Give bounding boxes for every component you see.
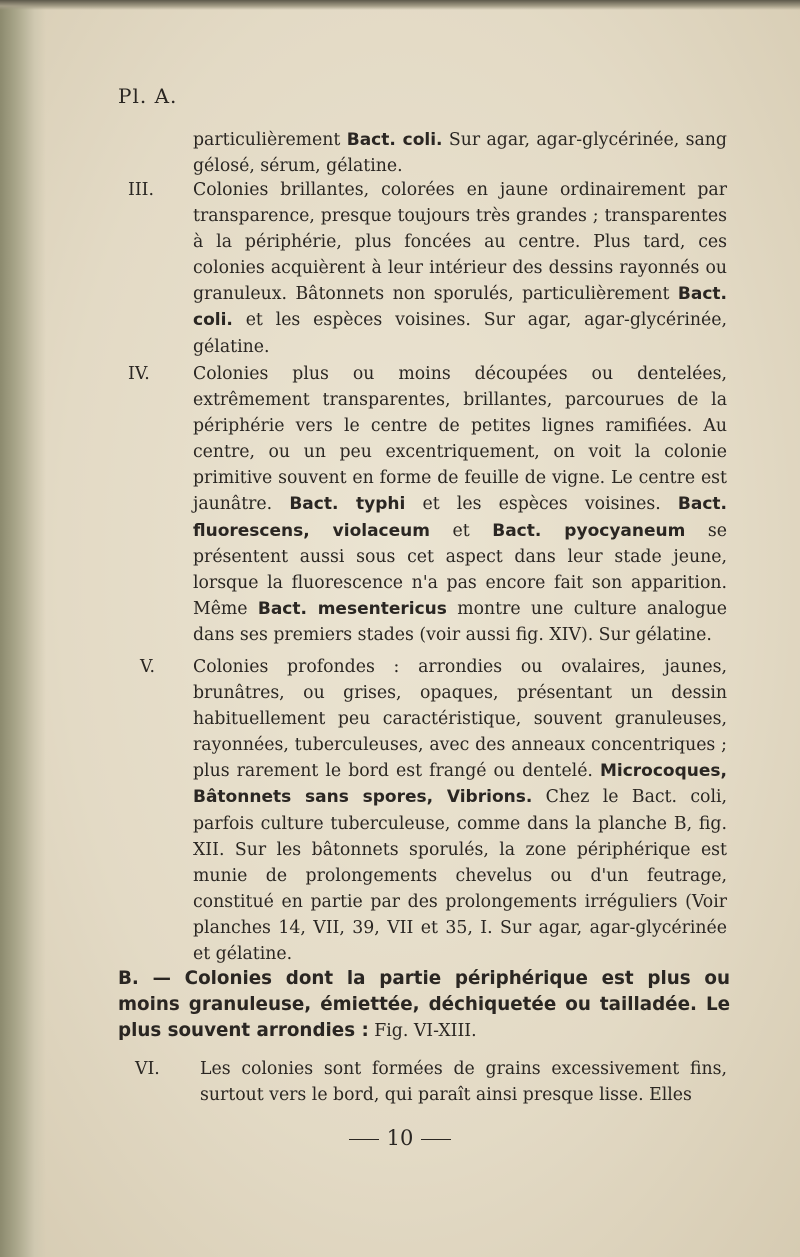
bold-species: Bact. coli. (193, 284, 727, 331)
section-b-heading: B. — Colonies dont la partie périphérique est plus ou moins granuleuse, émiettée, déchiquetée ou tailladée. Le plus souvent arrondies : Fig. VI-XIII. (118, 968, 730, 1041)
bold-species: Bact. coli. (346, 130, 443, 150)
item-numeral-iv: IV. (128, 364, 150, 384)
bold-species: Bact. mesentericus (257, 598, 447, 619)
item-paragraph-vi: Les colonies sont formées de grains excessivement fins, surtout vers le bord, qui paraît ainsi presque lisse. Elles (200, 1059, 727, 1106)
plate-header: Pl. A. (118, 84, 178, 108)
page-number-dash-left (349, 1139, 379, 1141)
page-number: 10 (0, 1126, 800, 1150)
item-paragraph-v: Colonies profondes : arrondies ou ovalaires, jaunes, brunâtres, ou grises, opaques, présentant un dessin habituellement peu caractéristique, souvent granuleuses, rayonnées, tuberculeuses, avec des anneaux concentriques ; plus rarement le bord est frangé ou dentelé. Microcoques, Bâtonnets sans spores, Vibrions. Chez le Bact. coli, parfois culture tuberculeuse, comme dans la planche B, fig. XII. Sur les bâtonnets sporulés, la zone périphérique est munie de prolongements chevelus ou d'un feutrage, constitué en partie par des prolongements irréguliers (Voir planches 14, VII, 39, VII et 35, I. Sur agar, agar-glycérinée et gélatine. (193, 657, 727, 965)
bold-species: Bact. fluorescens, violaceum (193, 494, 727, 541)
page-top-edge-shadow (0, 0, 800, 10)
bold-organisms: Microcoques, Bâtonnets sans spores, Vibrions. (193, 761, 727, 808)
item-numeral-iii: III. (128, 180, 154, 200)
continuation-paragraph: particulièrement Bact. coli. Sur agar, agar-glycérinée, sang gélosé, sérum, gélatine. (193, 130, 727, 177)
page-left-edge-shadow (0, 0, 46, 1257)
bold-species: Bact. pyocyaneum (492, 520, 686, 541)
page-number-dash-right (421, 1139, 451, 1141)
item-paragraph-iii: Colonies brillantes, colorées en jaune ordinairement par transparence, presque toujours très grandes ; transparentes à la périphérie, plus foncées au centre. Plus tard, ces colonies acquièrent à leur intérieur des dessins rayonnés ou granuleux. Bâtonnets non sporulés, particulièrement Bact. coli. et les espèces voisines. Sur agar, agar-glycérinée, gélatine. (193, 180, 727, 357)
item-paragraph-iv: Colonies plus ou moins découpées ou dentelées, extrêmement transparentes, brillantes, parcourues de la périphérie vers le centre de petites lignes ramifiées. Au centre, ou un peu excentriquement, on voit la colonie primitive souvent en forme de feuille de vigne. Le centre est jaunâtre. Bact. typhi et les espèces voisines. Bact. fluorescens, violaceum et Bact. pyocyaneum se présentent aussi sous cet aspect dans leur stade jeune, lorsque la fluorescence n'a pas encore fait son apparition. Même Bact. mesentericus montre une culture analogue dans ses premiers stades (voir aussi fig. XIV). Sur gélatine. (193, 364, 728, 645)
item-numeral-vi: VI. (135, 1059, 160, 1079)
bold-species: Bact. typhi (289, 494, 406, 515)
item-numeral-v: V. (140, 657, 155, 677)
